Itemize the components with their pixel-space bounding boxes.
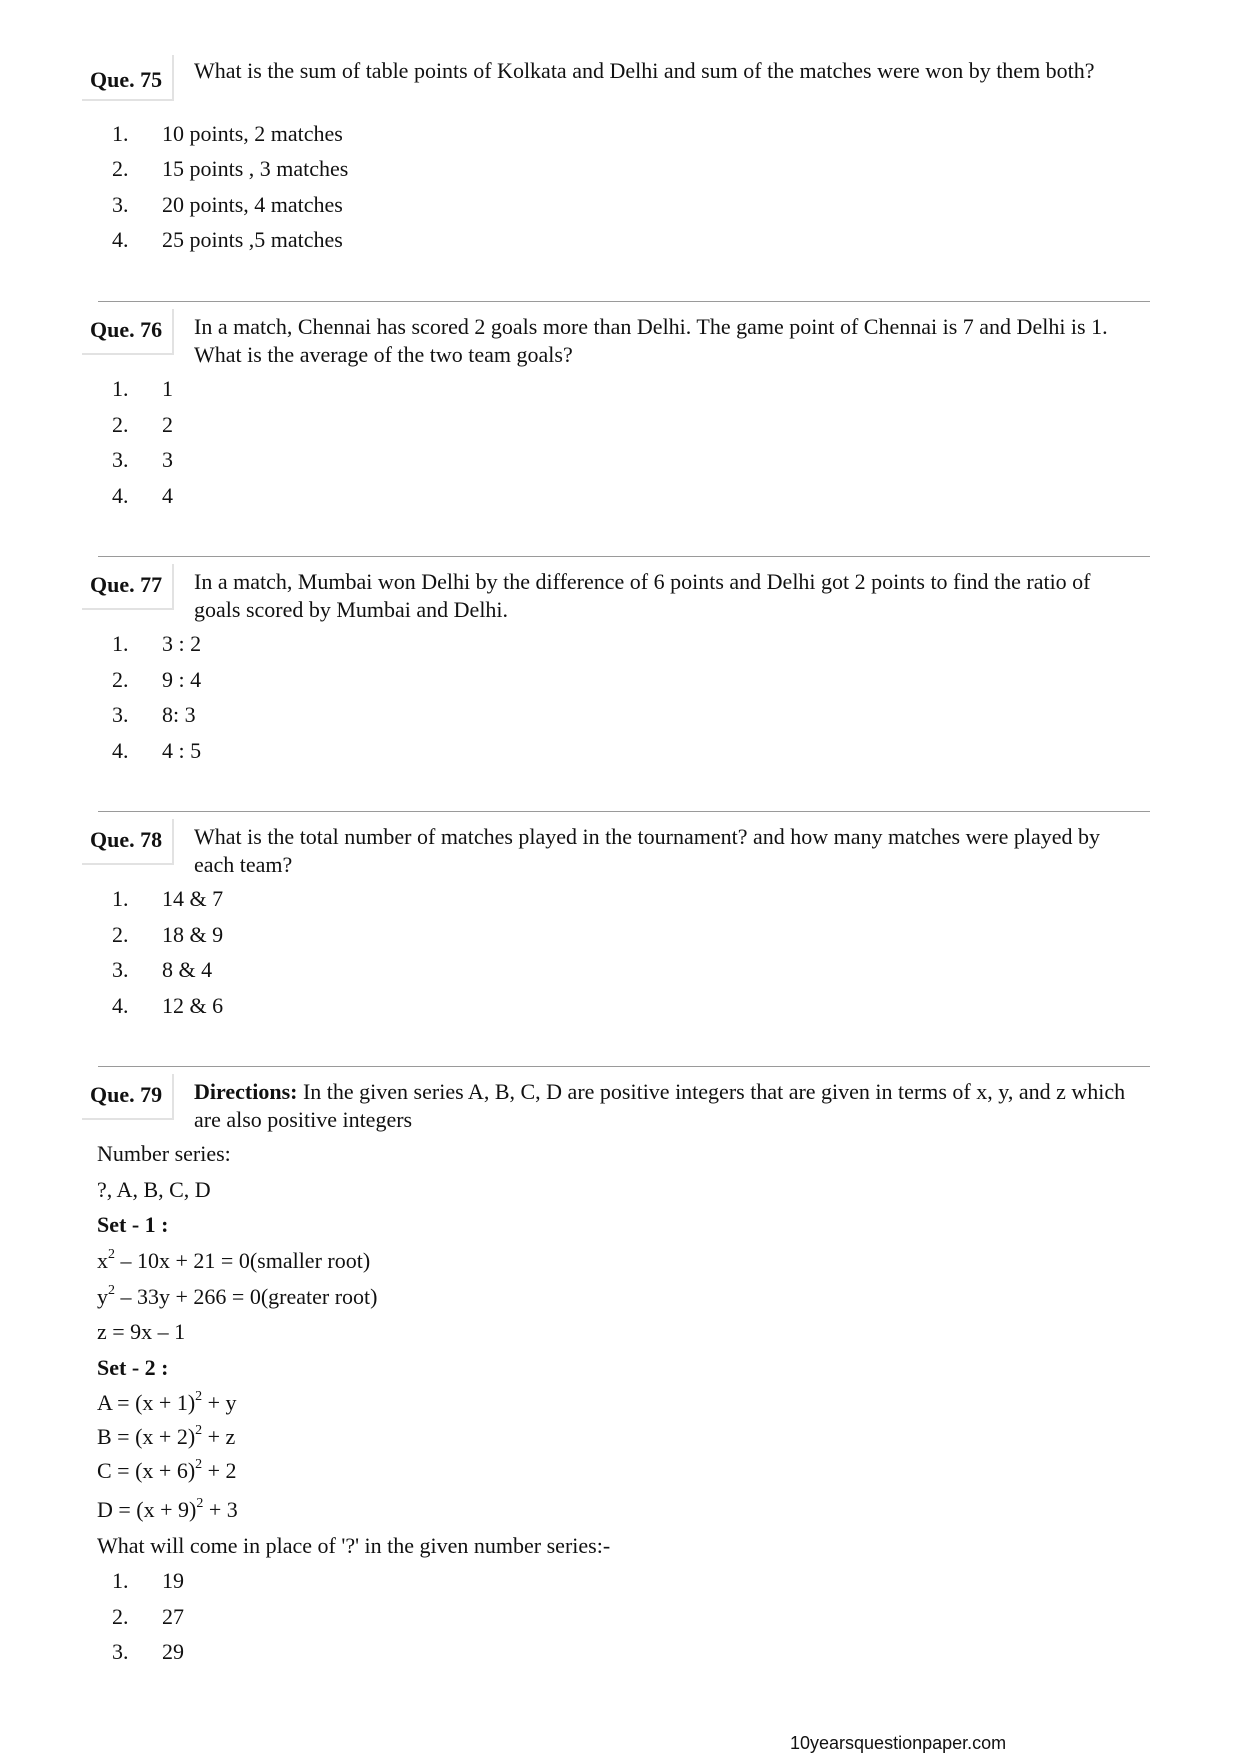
divider: [98, 556, 1150, 557]
series: ?, A, B, C, D: [97, 1177, 211, 1202]
directions-label: Directions:: [194, 1079, 298, 1104]
equation-x: $x^2 - 10x + 21$ = 0(smaller root): [97, 1246, 371, 1273]
question-text: What is the total number of matches played in the tournament? and how many matches were played by each team?: [194, 824, 1100, 877]
equation-y: $y^2 - 33y + 266$ = 0(greater root): [97, 1282, 378, 1309]
question-number-box: [82, 819, 174, 865]
question-prompt: What will come in place of '?' in the given number series:-: [97, 1533, 611, 1558]
divider: [98, 301, 1150, 302]
question-text: [194, 1078, 1134, 1134]
question-number: Que. 77: [90, 572, 163, 597]
question-number-box: [82, 55, 174, 101]
equation-c: $C = (x + 6)^2 + 2$: [97, 1456, 237, 1483]
question-text: In a match, Mumbai won Delhi by the difference of 6 points and Delhi got 2 points to find the ratio of goals scored by Mumbai and Delhi.: [194, 569, 1091, 622]
question-number-box: [82, 309, 174, 355]
question-number: Que. 76: [90, 317, 163, 342]
question-number: Que. 79: [90, 1082, 163, 1107]
question-number-box: [82, 1074, 174, 1120]
question-text: In a match, Chennai has scored 2 goals more than Delhi. The game point of Chennai is 7 and Delhi is 1. What is the average of the two team goals?: [194, 314, 1108, 367]
series-label: Number series:: [97, 1141, 231, 1166]
divider: [98, 1066, 1150, 1067]
question-number: Que. 75: [90, 67, 163, 92]
question-text: What is the sum of table points of Kolkata and Delhi and sum of the matches were won by them both?: [194, 58, 1095, 83]
question-number: Que. 78: [90, 827, 163, 852]
footer-watermark: 10yearsquestionpaper.com: [790, 1733, 1007, 1753]
equation-d: $D = (x + 9)^2 + 3$: [97, 1495, 238, 1522]
set-1-label: Set - 1 :: [97, 1212, 169, 1237]
question-page: Que. 75 What is the sum of table points of Kolkata and Delhi and sum of the matches were won by them both? 1. 10 points, 2 matches 2. 15 points , 3 matches 3. 20 points, 4 matches 4. 25 points ,5 matches Que. 76 In a match, Chennai has scored 2 goals more than Delhi. The game point of Chennai is 7 and Delhi is 1. What is the average of the two team goals? 1. 1 2. 2 3. 3 4. 4 Que. 77 In a match, Mumbai won Delhi by the difference of 6 points and Delhi got 2 points to find the ratio of goals scored by Mumbai and Delhi. 1. 3 : 2 2. 9 : 4 3. 8: 3 4. 4 : 5 Que. 78 What is the total number of matches played in the tournament? and how many matches were played by each team? 1. 14 & 7 2. 18 & 9 3. 8 & 4 4. 12 & 6 Que. 79 Directions: In the given series A, B, C, D are positive integers that are given in terms of x, y, and z which are also positive integers Number series: ?, A, B, C, D Set - 1 : $x^2 - 10x + 21$ = 0(smaller root) $y^2 - 33y + 266$ = 0(greater root) z = 9x – 1 Set - 2 : $A = (x + 1)^2 + y$ $B = (x + 2)^2 + z$ $C = (x + 6)^2 + 2$ $D = (x + 9)^2 + 3$ What will come in place of '?' in the given number series:- 1. 19 2. 27 3. 29 10yearsquestionpaper.com: [0, 0, 1240, 1755]
directions-text: In the given series A, B, C, D are positive integers that are given in terms of x, y, and z which are also positive integers: [194, 1079, 1126, 1132]
equation-b: $B = (x + 2)^2 + z$: [97, 1422, 236, 1449]
equation-z: z = 9x – 1: [97, 1319, 186, 1344]
equation-a: $A = (x + 1)^2 + y$: [97, 1388, 237, 1415]
question-number-box: [82, 564, 174, 610]
divider: [98, 811, 1150, 812]
set-2-label: Set - 2 :: [97, 1355, 169, 1380]
